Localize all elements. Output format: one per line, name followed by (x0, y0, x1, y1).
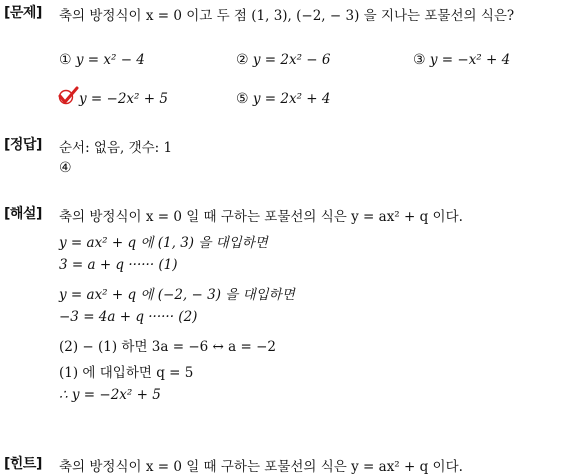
choice-2-number: ② (236, 52, 249, 68)
hint-tag: [힌트] (4, 456, 42, 472)
choice-5-number: ⑤ (236, 91, 249, 107)
choice-1-number: ① (59, 52, 72, 68)
answer-value: ④ (59, 160, 72, 176)
choice-5[interactable] (236, 91, 330, 107)
explanation-line-3: 3 = a + q ······ (1) (59, 257, 178, 273)
explanation-line-1: 축의 방정식이 x = 0 일 때 구하는 포물선의 식은 y = ax² + q 이다. (59, 209, 463, 225)
question-tag: [문제] (4, 5, 42, 21)
hint-text: 축의 방정식이 x = 0 일 때 구하는 포물선의 식은 y = ax² + q 이다. (59, 459, 463, 475)
explanation-tag: [해설] (4, 206, 42, 222)
choice-3-expression: y = −x² + 4 (429, 52, 511, 68)
explanation-line-5: −3 = 4a + q ······ (2) (59, 309, 198, 325)
question-text: 축의 방정식이 x = 0 이고 두 점 (1, 3), (−2, − 3) 을 지나는 포물선의 식은? (59, 8, 515, 24)
choice-4-expression: y = −2x² + 5 (79, 91, 168, 107)
checkmark-icon (57, 85, 79, 107)
explanation-line-8: ∴ y = −2x² + 5 (59, 387, 161, 403)
explanation-line-2: y = ax² + q 에 (1, 3) 을 대입하면 (59, 235, 268, 251)
choice-5-expression: y = 2x² + 4 (252, 91, 331, 107)
choice-1-expression: y = x² − 4 (75, 52, 145, 68)
choice-1[interactable] (59, 52, 145, 68)
answer-tag: [정답] (4, 137, 42, 153)
explanation-line-4: y = ax² + q 에 (−2, − 3) 을 대입하면 (59, 287, 295, 303)
choice-4[interactable] (79, 91, 168, 107)
explanation-line-6: (2) − (1) 하면 3a = −6 ↔ a = −2 (59, 339, 276, 355)
answer-meta: 순서: 없음, 갯수: 1 (59, 140, 173, 156)
explanation-line-7: (1) 에 대입하면 q = 5 (59, 365, 194, 381)
choice-2-expression: y = 2x² − 6 (252, 52, 331, 68)
choice-3[interactable] (413, 52, 510, 68)
choice-2[interactable] (236, 52, 330, 68)
choice-3-number: ③ (413, 52, 426, 68)
